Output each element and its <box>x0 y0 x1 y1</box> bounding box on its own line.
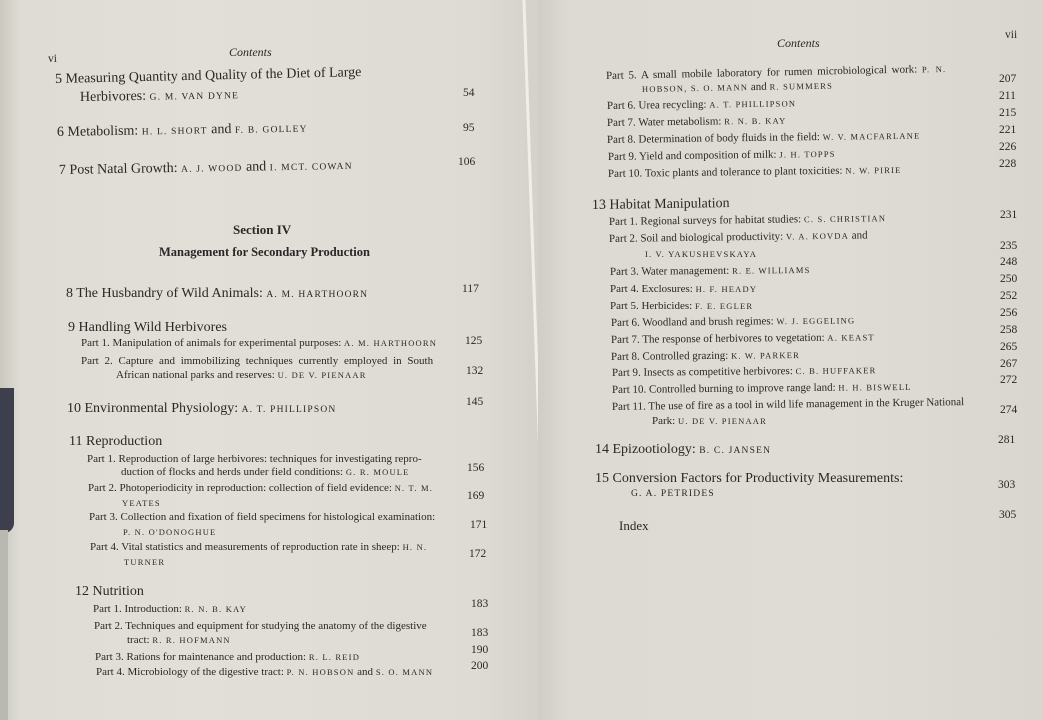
conjunction: and <box>207 121 236 138</box>
author: HOBSON, S. O. MANN <box>641 82 749 94</box>
page-ref: 265 <box>1000 341 1018 353</box>
author: C. S. CHRISTIAN <box>803 213 887 225</box>
page-ref: 221 <box>999 124 1017 136</box>
part-label: Part 10. <box>607 167 643 180</box>
page-ref: 125 <box>465 335 483 347</box>
page-number: vii <box>1005 29 1018 41</box>
author: H. F. HEADY <box>695 284 758 294</box>
chapter-title-cont: Herbivores: <box>79 88 150 105</box>
part-title: Manipulation of animals for experimental purposes: <box>112 337 345 349</box>
chapter-title: Conversion Factors for Productivity Measurements: <box>612 471 904 486</box>
author: R. SUMMERS <box>769 80 834 92</box>
part-label: Part 1. <box>608 215 638 228</box>
author: N. T. M. <box>394 483 434 493</box>
page-ref: 267 <box>1000 358 1018 370</box>
part-title-cont: tract: <box>127 634 153 646</box>
author: H. L. SHORT <box>141 126 208 138</box>
part-label: Part 2. <box>81 355 113 367</box>
chapter-number: 15 <box>595 471 609 486</box>
page-ref: 156 <box>467 462 485 474</box>
part-label: Part 1. <box>81 337 110 349</box>
book-binding <box>0 388 14 533</box>
page-edge <box>0 530 8 720</box>
author: P. N. HOBSON <box>286 667 355 677</box>
page-ref: 54 <box>463 87 475 99</box>
page-ref: 248 <box>1000 256 1018 268</box>
chapter-title: The Husbandry of Wild Animals: <box>76 286 267 301</box>
author: A. T. PHILLIPSON <box>241 405 337 415</box>
author: A. T. PHILLIPSON <box>709 98 797 110</box>
conjunction: and <box>354 666 376 678</box>
author: F. B. GOLLEY <box>234 124 308 136</box>
part-label: Part 1. <box>93 603 122 615</box>
author: U. DE V. PIENAAR <box>677 416 768 426</box>
page-ref: 303 <box>998 479 1016 491</box>
part-label: Part 10. <box>611 383 647 396</box>
page-ref: 235 <box>1000 240 1018 252</box>
chapter-number: 5 <box>54 71 63 87</box>
part-label: Part 2. <box>94 620 123 632</box>
part-title: Photoperiodicity in reproduction: collection of field evidence: <box>119 482 395 494</box>
page-ref: 256 <box>1000 307 1018 319</box>
author: J. H. TOPPS <box>779 148 836 160</box>
part-title: Urea recycling: <box>638 98 710 112</box>
part-title: Exclosures: <box>641 283 696 295</box>
part-title: Yield and composition of milk: <box>638 148 780 163</box>
part-label: Part 8. <box>606 133 636 146</box>
part-label: Part 7. <box>610 333 640 346</box>
part-title: A small mobile laboratory for rumen microbiological work: <box>640 63 923 82</box>
author: G. R. MOULE <box>345 467 410 477</box>
page-number: vi <box>48 53 57 65</box>
chapter-number: 8 <box>66 286 73 301</box>
author-cont: YEATES <box>122 498 161 508</box>
conjunction: and <box>748 80 770 94</box>
chapter-number: 11 <box>69 434 83 449</box>
part-title-cont: duction of flocks and herds under field conditions: <box>121 466 346 478</box>
page-ref: 145 <box>466 396 484 408</box>
author: R. E. WILLIAMS <box>731 264 811 276</box>
author: K. W. PARKER <box>731 350 801 361</box>
author: R. N. B. KAY <box>724 115 787 127</box>
page-ref: 226 <box>999 141 1017 153</box>
page-ref: 305 <box>999 509 1017 521</box>
part-title: Water metabolism: <box>638 115 725 129</box>
author: N. W. PIRIE <box>845 164 902 176</box>
part-title: Microbiology of the digestive tract: <box>127 666 287 678</box>
chapter-title: Metabolism: <box>67 123 142 140</box>
part-label: Part 3. <box>609 265 639 278</box>
author: G. A. PETRIDES <box>631 489 715 499</box>
page-ref: 172 <box>469 548 487 560</box>
chapter-title: Habitat Manipulation <box>609 196 730 213</box>
running-header: Contents <box>229 45 272 59</box>
part-label: Part 3. <box>89 511 118 523</box>
part-title: Rations for maintenance and production: <box>126 651 309 663</box>
page-ref: 252 <box>1000 290 1018 302</box>
conjunction: and <box>242 159 270 175</box>
author: R. N. B. KAY <box>184 604 247 614</box>
part-title: Controlled burning to improve range land: <box>648 381 839 396</box>
conjunction: and <box>848 229 868 242</box>
chapter-number: 12 <box>75 584 89 599</box>
author: R. L. REID <box>308 652 361 662</box>
author: R. R. HOFMANN <box>152 635 231 645</box>
part-title-cont: Park: <box>652 415 678 427</box>
author: S. O. MANN <box>375 667 434 677</box>
part-label: Part 2. <box>608 232 638 245</box>
chapter-number: 7 <box>58 162 67 178</box>
chapter-title: Handling Wild Herbivores <box>78 320 227 335</box>
chapter-number: 6 <box>56 124 65 140</box>
part-label: Part 3. <box>95 651 124 663</box>
part-title: Woodland and brush regimes: <box>642 315 777 329</box>
part-label: Part 9. <box>611 366 641 379</box>
author: A. J. WOOD <box>181 163 243 175</box>
page-ref: 211 <box>999 90 1016 102</box>
part-label: Part 2. <box>88 482 117 494</box>
chapter-title: Post Natal Growth: <box>69 160 182 178</box>
part-title: Controlled grazing: <box>642 349 732 363</box>
page-ref: 272 <box>1000 374 1018 386</box>
author: I. MCT. COWAN <box>269 161 353 174</box>
author: A. M. HARTHOORN <box>266 290 369 300</box>
page-ref: 169 <box>467 490 485 502</box>
chapter-number: 9 <box>68 320 75 335</box>
part-title: Herbicides: <box>641 300 695 312</box>
author: U. DE V. PIENAAR <box>277 370 367 380</box>
author: H. N. <box>402 542 428 552</box>
author-cont: I. V. YAKUSHEVSKAYA <box>645 249 758 259</box>
part-title: Introduction: <box>124 603 185 615</box>
part-title: Techniques and equipment for studying the anatomy of the digestive <box>125 620 427 632</box>
author: W. V. MACFARLANE <box>822 130 921 142</box>
page-ref: 190 <box>471 644 489 656</box>
part-label: Part 11. <box>611 400 646 413</box>
part-label: Part 4. <box>610 283 639 295</box>
index-title: Index <box>619 518 649 533</box>
page-ref: 281 <box>998 434 1016 446</box>
part-label: Part 4. <box>96 666 125 678</box>
chapter-title: Epizootiology: <box>612 442 700 457</box>
page-ref: 183 <box>471 627 489 639</box>
page-ref: 95 <box>463 122 475 134</box>
chapter-title: Reproduction <box>85 434 163 449</box>
part-label: Part 5. <box>610 300 639 312</box>
author: H. H. BISWELL <box>838 381 912 393</box>
part-label: Part 5. <box>605 69 637 82</box>
page-ref: 274 <box>1000 404 1018 416</box>
running-header: Contents <box>777 36 820 50</box>
part-title: Soil and biological productivity: <box>640 230 786 245</box>
part-title: Insects as competitive herbivores: <box>643 365 796 379</box>
page-ref: 117 <box>462 283 479 295</box>
part-title: Toxic plants and tolerance to plant toxicities: <box>644 164 846 180</box>
part-title: Collection and fixation of field specimens for histological examination: <box>120 511 436 523</box>
right-page <box>538 0 1043 720</box>
part-label: Part 4. <box>90 541 119 553</box>
part-title: Capture and immobilizing techniques currently employed in South <box>118 355 434 367</box>
part-title: Determination of body fluids in the field: <box>638 130 823 146</box>
page-ref: 228 <box>999 158 1017 170</box>
author: A. KEAST <box>827 332 875 343</box>
author-cont: P. N. O'DONOGHUE <box>123 527 217 537</box>
part-title: Vital statistics and measurements of reproduction rate in sheep: <box>121 541 403 553</box>
page-ref: 106 <box>458 156 476 168</box>
page-ref: 250 <box>1000 273 1018 285</box>
page-ref: 207 <box>999 73 1017 85</box>
author: W. J. EGGELING <box>776 315 856 327</box>
chapter-number: 10 <box>67 401 81 416</box>
part-label: Part 8. <box>610 350 640 363</box>
author: V. A. KOVDA <box>785 230 850 242</box>
author: B. C. JANSEN <box>699 446 772 456</box>
part-label: Part 7. <box>606 116 636 129</box>
part-label: Part 1. <box>87 453 116 465</box>
author: G. M. VAN DYNE <box>149 91 240 103</box>
chapter-title: Nutrition <box>92 584 144 599</box>
author-cont: TURNER <box>124 557 166 567</box>
section-title: Management for Secondary Production <box>159 245 370 259</box>
author: A. M. HARTHOORN <box>344 338 438 348</box>
author: C. B. HUFFAKER <box>795 365 877 377</box>
part-title: Regional surveys for habitat studies: <box>640 213 805 228</box>
page-ref: 132 <box>466 365 484 377</box>
part-title-cont: African national parks and reserves: <box>116 369 278 381</box>
chapter-number: 13 <box>591 197 607 213</box>
part-label: Part 6. <box>606 99 636 112</box>
part-label: Part 9. <box>607 150 637 163</box>
part-title: Water management: <box>641 264 733 278</box>
part-title: The response of herbivores to vegetation: <box>642 331 828 346</box>
page-ref: 258 <box>1000 324 1018 336</box>
chapter-number: 14 <box>595 442 609 457</box>
chapter-title: Measuring Quantity and Quality of the Diet of Large <box>65 65 362 87</box>
part-label: Part 6. <box>610 316 640 329</box>
author: P. N. <box>921 63 947 75</box>
part-title: Reproduction of large herbivores: techniques for investigating repro- <box>118 453 422 465</box>
page-ref: 200 <box>471 660 489 672</box>
page-ref: 215 <box>999 107 1017 119</box>
page-ref: 183 <box>471 598 489 610</box>
chapter-title: Environmental Physiology: <box>84 401 242 416</box>
section-label: Section IV <box>233 222 292 237</box>
part-title: The use of fire as a tool in wild life management in the Kruger National <box>648 396 965 413</box>
author: F. E. EGLER <box>694 301 754 311</box>
page-ref: 231 <box>1000 209 1018 221</box>
page-ref: 171 <box>470 519 488 531</box>
